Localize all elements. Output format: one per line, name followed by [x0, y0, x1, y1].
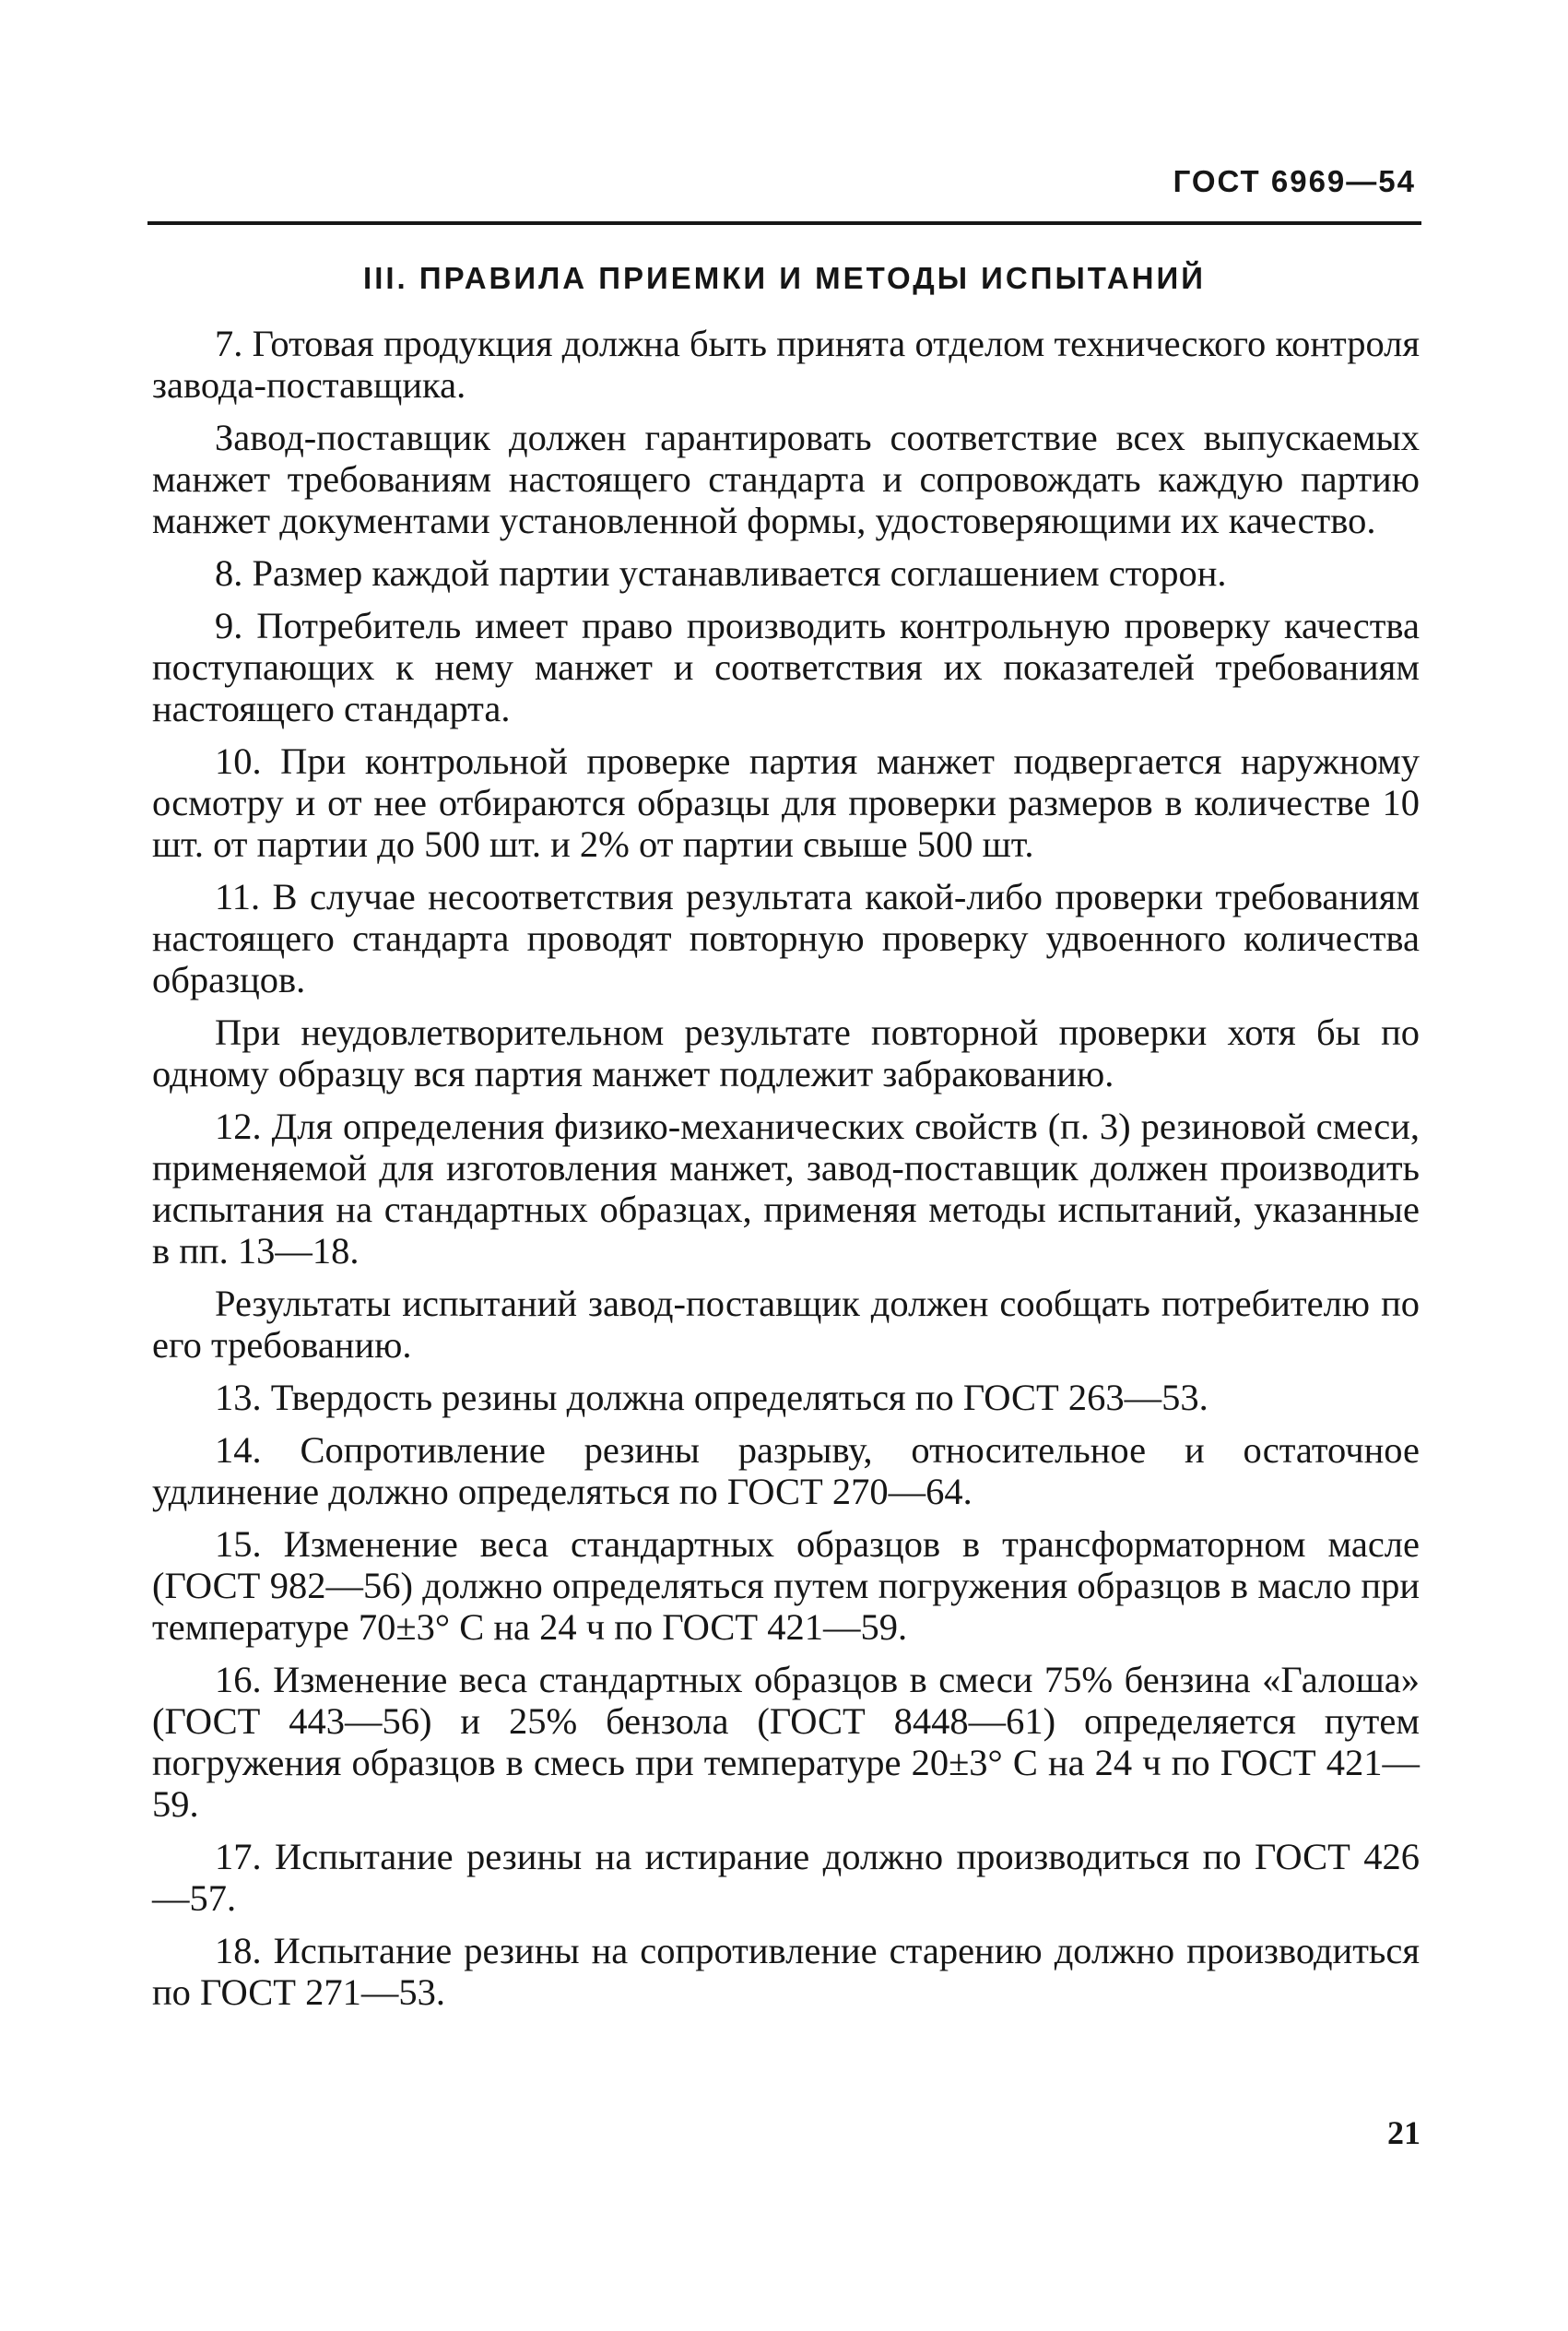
section-title: III. ПРАВИЛА ПРИЕМКИ И МЕТОДЫ ИСПЫТАНИЙ [363, 261, 1206, 295]
paragraph-clause-9: 9. Потребитель имеет право производить контрольную проверку качества поступающих к нему манжет и соответствия их показателей требованиям настоящего стандарта. [152, 605, 1420, 729]
paragraph-clause-13: 13. Твердость резины должна определяться по ГОСТ 263—53. [215, 1377, 1208, 1418]
paragraph-supplier-guarantee: Завод-поставщик должен гарантировать соответствие всех выпускаемых манжет требованиям настоящего стандарта и сопровождать каждую партию манжет документами установленной формы, удостоверяющими их качество. [152, 417, 1420, 541]
paragraph-clause-7: 7. Готовая продукция должна быть принята отделом технического контроля завода-поставщика. [152, 323, 1420, 406]
paragraph-clause-16: 16. Изменение веса стандартных образцов в смеси 75% бензина «Галоша» (ГОСТ 443—56) и 25% бензола (ГОСТ 8448—61) определяется путем погружения образцов в смесь при температуре 20±3° С на 24 ч по ГОСТ 421—59. [152, 1659, 1420, 1825]
page-number: 21 [1387, 2114, 1421, 2151]
standard-code-header: ГОСТ 6969—54 [1173, 164, 1416, 198]
paragraph-clause-10: 10. При контрольной проверке партия манжет подвергается наружному осмотру и от нее отбираются образцы для проверки размеров в количестве 10 шт. от партии до 500 шт. и 2% от партии свыше 500 шт. [152, 740, 1420, 865]
paragraph-clause-8: 8. Размер каждой партии устанавливается соглашением сторон. [215, 552, 1227, 594]
body-text [152, 323, 1420, 2024]
header-divider [147, 221, 1421, 225]
paragraph-results-report: Результаты испытаний завод-поставщик должен сообщать потребителю по его требованию. [152, 1283, 1420, 1366]
paragraph-clause-14: 14. Сопротивление резины разрыву, относительное и остаточное удлинение должно определяться по ГОСТ 270—64. [152, 1429, 1420, 1512]
paragraph-clause-17: 17. Испытание резины на истирание должно производиться по ГОСТ 426—57. [152, 1836, 1420, 1919]
paragraph-clause-15: 15. Изменение веса стандартных образцов в трансформаторном масле (ГОСТ 982—56) должно определяться путем погружения образцов в масло при температуре 70±3° С на 24 ч по ГОСТ 421—59. [152, 1523, 1420, 1648]
paragraph-clause-18: 18. Испытание резины на сопротивление старению должно производиться по ГОСТ 271—53. [152, 1930, 1420, 2013]
paragraph-clause-12: 12. Для определения физико-механических свойств (п. 3) резиновой смеси, применяемой для изготовления манжет, завод-поставщик должен производить испытания на стандартных образцах, применяя методы испытаний, указанные в пп. 13—18. [152, 1106, 1420, 1272]
paragraph-clause-11: 11. В случае несоответствия результата какой-либо проверки требованиям настоящего стандарта проводят повторную проверку удвоенного количества образцов. [152, 876, 1420, 1000]
paragraph-rejection: При неудовлетворительном результате повторной проверки хотя бы по одному образцу вся партия манжет подлежит забракованию. [152, 1012, 1420, 1095]
